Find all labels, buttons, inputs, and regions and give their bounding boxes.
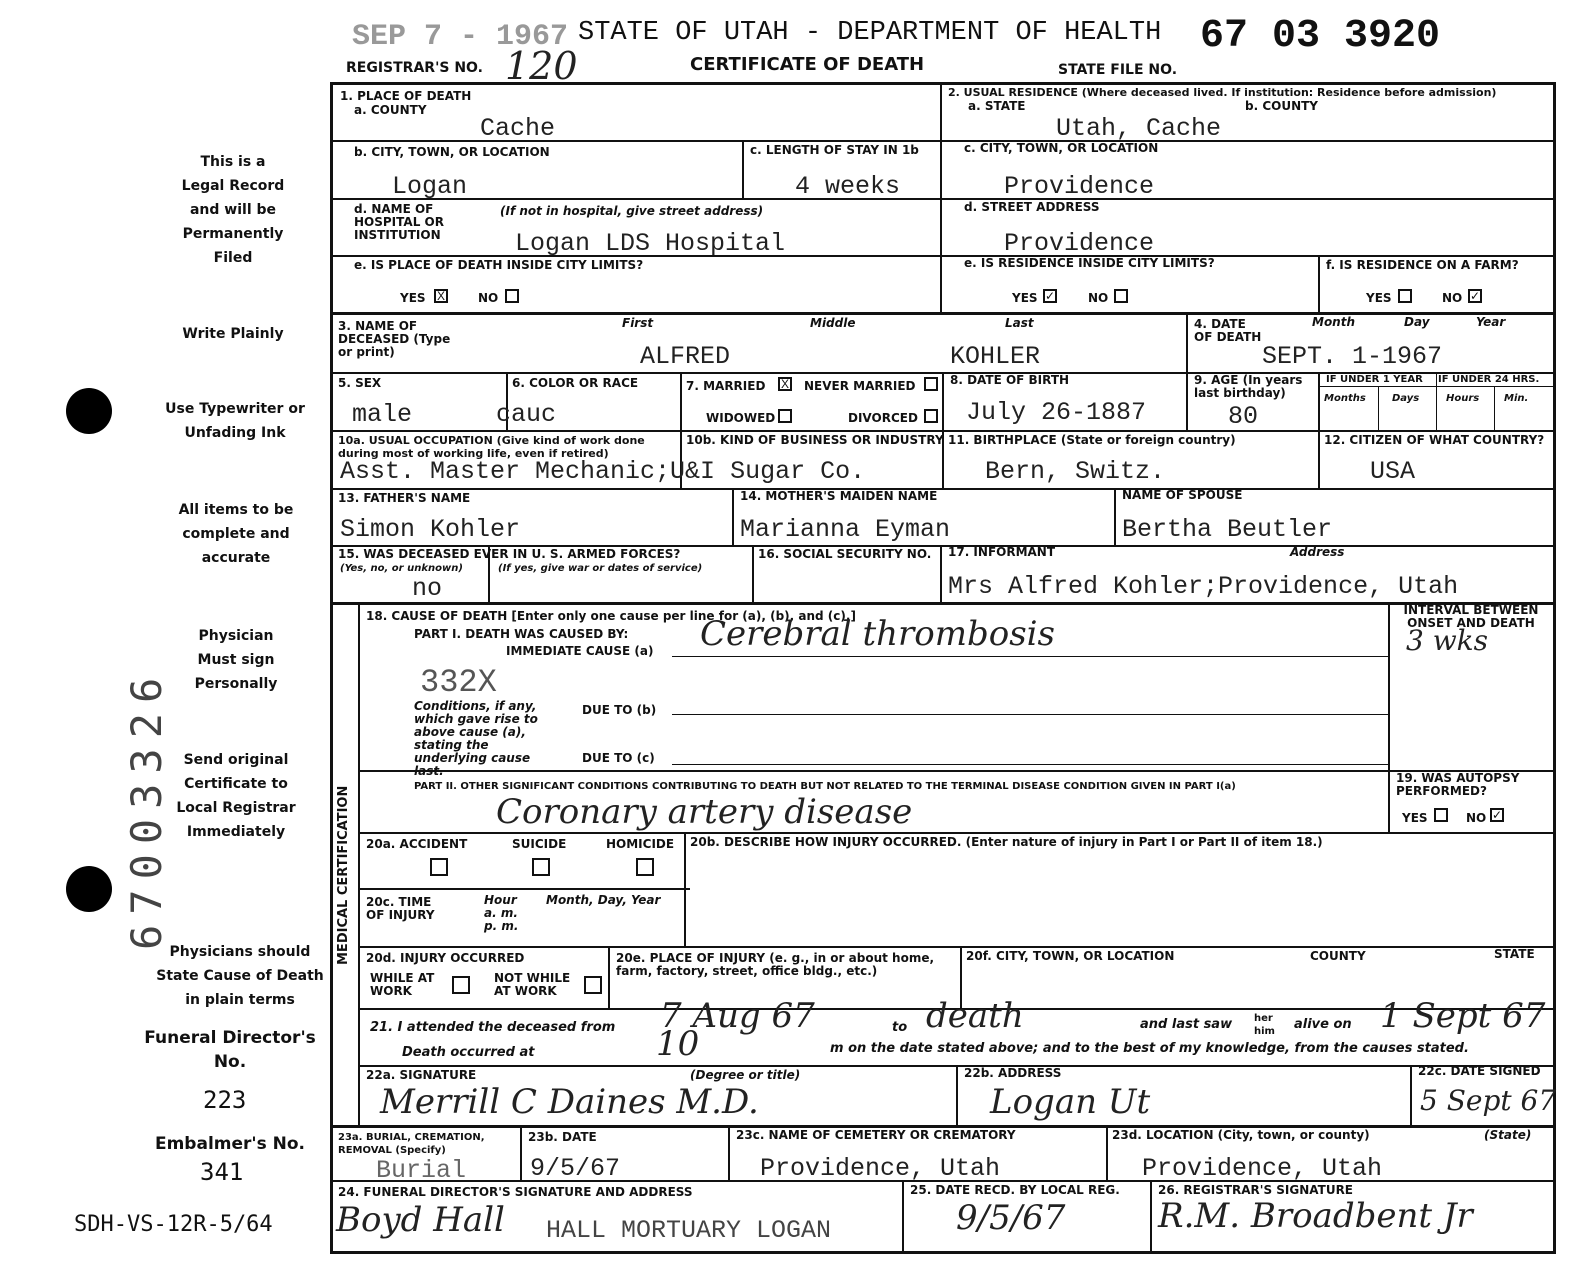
- never-married-label: NEVER MARRIED: [804, 379, 916, 393]
- accident-checkbox[interactable]: [430, 858, 448, 876]
- age-label: 9. AGE (In years last birthday): [1194, 373, 1303, 400]
- business-label: 10b. KIND OF BUSINESS OR INDUSTRY: [686, 433, 944, 447]
- date-received-label: 25. DATE RECD. BY LOCAL REG.: [910, 1183, 1120, 1197]
- farm-yes-label: YES: [1366, 291, 1392, 305]
- registrar-no-label: REGISTRAR'S NO.: [346, 60, 483, 76]
- burial-value: Burial: [376, 1156, 467, 1185]
- burial-location-value: Providence, Utah: [1142, 1154, 1383, 1183]
- res-limits-no-checkbox[interactable]: [1114, 289, 1128, 303]
- legal-record-note: This is a Legal Record and will be Permanently Filed: [181, 154, 285, 266]
- birth-date-value: July 26-1887: [966, 398, 1147, 427]
- write-plainly-note: Write Plainly: [182, 326, 284, 342]
- hospital-label: d. NAME OF HOSPITAL OR INSTITUTION: [354, 202, 444, 242]
- not-while-at-work-label: NOT WHILE AT WORK: [494, 971, 571, 998]
- burial-date-label: 23b. DATE: [528, 1130, 597, 1144]
- registrar-sig-label: 26. REGISTRAR'S SIGNATURE: [1158, 1183, 1353, 1197]
- birthplace-label: 11. BIRTHPLACE (State or foreign country): [948, 433, 1236, 447]
- informant-value: Mrs Alfred Kohler;Providence, Utah: [948, 572, 1459, 601]
- county-value: Cache: [480, 114, 556, 143]
- hospital-value: Logan LDS Hospital: [515, 229, 786, 258]
- mother-value: Marianna Eyman: [740, 515, 951, 544]
- while-at-work-checkbox[interactable]: [452, 976, 470, 994]
- registrar-signature: R.M. Broadbent Jr: [1158, 1196, 1473, 1236]
- res-limits-yes-checkbox[interactable]: ✓: [1045, 289, 1056, 303]
- burial-state-label: (State): [1484, 1128, 1532, 1142]
- widowed-label: WIDOWED: [706, 411, 776, 425]
- funeral-director-label: Funeral Director's No.: [144, 1028, 316, 1072]
- spouse-value: Bertha Beutler: [1122, 515, 1333, 544]
- funeral-director-signature: Boyd Hall: [336, 1200, 505, 1240]
- alive-on-label: alive on: [1294, 1017, 1352, 1032]
- first-label: First: [622, 316, 654, 330]
- accident-label: 20a. ACCIDENT: [366, 837, 468, 851]
- send-original-note: Send original Certificate to Local Registrar Immediately: [176, 752, 296, 840]
- first-name-value: ALFRED: [640, 342, 731, 371]
- date-stamp: SEP 7 - 1967: [352, 20, 569, 54]
- res-street-value: Providence: [1004, 229, 1155, 258]
- death-limits-no-checkbox[interactable]: [505, 289, 519, 303]
- embalmer-no: 341: [200, 1158, 244, 1186]
- attended-from-value: 7 Aug 67: [660, 996, 815, 1036]
- ssn-label: 16. SOCIAL SECURITY NO.: [758, 547, 932, 561]
- part2-label: PART II. OTHER SIGNIFICANT CONDITIONS CONTRIBUTING TO DEATH BUT NOT RELATED TO THE TERMINAL DISEASE CONDITION GIVEN IN PART I(a): [414, 781, 1236, 792]
- res-street-label: d. STREET ADDRESS: [964, 200, 1100, 214]
- length-of-stay-label: c. LENGTH OF STAY IN 1b: [750, 143, 919, 157]
- autopsy-yes-checkbox[interactable]: [1434, 808, 1448, 822]
- spouse-label: NAME OF SPOUSE: [1122, 488, 1243, 502]
- occupation-value: Asst. Master Mechanic;U&I Sugar Co.: [340, 457, 866, 486]
- last-label: Last: [1005, 316, 1034, 330]
- married-checkbox[interactable]: X: [778, 377, 792, 391]
- res-city-value: Providence: [1004, 172, 1155, 201]
- attended-label: 21. I attended the deceased from: [370, 1020, 616, 1035]
- under-24-hrs-label: IF UNDER 24 HRS.: [1438, 374, 1540, 385]
- homicide-checkbox[interactable]: [636, 858, 654, 876]
- place-of-injury-label: 20e. PLACE OF INJURY (e. g., in or about home, farm, factory, street, office bldg., etc.): [616, 951, 935, 978]
- conditions-label: Conditions, if any, which gave rise to above cause (a), stating the underlying cause: [414, 699, 538, 765]
- punch-hole-top: [66, 388, 112, 434]
- res-state-county-value: Utah, Cache: [1056, 114, 1222, 143]
- days-label: Days: [1392, 393, 1420, 404]
- occupation-label: 10a. USUAL OCCUPATION (Give kind of work done during most of working life, even if retired): [338, 434, 645, 460]
- date-stated-label: m on the date stated above; and to the best of my knowledge, from the causes stated.: [830, 1041, 1469, 1056]
- immediate-cause-value: Cerebral thrombosis: [700, 614, 1056, 654]
- last-name-value: KOHLER: [950, 342, 1041, 371]
- immediate-cause-label: IMMEDIATE CAUSE (a): [506, 644, 654, 658]
- death-occurred-value: 10: [656, 1024, 700, 1064]
- injury-occurred-label: 20d. INJURY OCCURRED: [366, 951, 525, 965]
- months-label: Months: [1324, 393, 1366, 404]
- birth-date-label: 8. DATE OF BIRTH: [950, 373, 1070, 387]
- sex-value: male: [352, 400, 413, 429]
- res-inside-limits-label: e. IS RESIDENCE INSIDE CITY LIMITS?: [964, 256, 1215, 270]
- attended-to-value: death: [926, 996, 1024, 1036]
- part2-value: Coronary artery disease: [496, 792, 913, 832]
- autopsy-no-label: NO: [1466, 811, 1487, 825]
- father-value: Simon Kohler: [340, 515, 521, 544]
- injury-county-label: COUNTY: [1310, 949, 1366, 963]
- race-value: cauc: [496, 400, 557, 429]
- farm-yes-checkbox[interactable]: [1398, 289, 1412, 303]
- informant-address-label: Address: [1290, 545, 1345, 559]
- homicide-label: HOMICIDE: [606, 837, 675, 851]
- physician-sign-note: Physician Must sign Personally: [194, 628, 278, 692]
- registrar-no-value: 120: [505, 44, 578, 88]
- due-to-c-label: DUE TO (c): [582, 751, 655, 765]
- death-limits-yes-label: YES: [400, 291, 426, 305]
- signature-label: 22a. SIGNATURE: [366, 1068, 477, 1082]
- month-label: Month: [1312, 315, 1356, 329]
- divorced-checkbox[interactable]: [924, 409, 938, 423]
- state-file-label: STATE FILE NO.: [1058, 62, 1178, 78]
- citizen-label: 12. CITIZEN OF WHAT COUNTRY?: [1324, 433, 1545, 447]
- cause-of-death-label: 18. CAUSE OF DEATH [Enter only one cause per line for (a), (b), and (c).]: [366, 609, 856, 623]
- date-signed-label: 22c. DATE SIGNED: [1418, 1064, 1541, 1078]
- time-of-injury-label: 20c. TIME OF INJURY: [366, 895, 435, 922]
- last-saw-label: and last saw: [1140, 1017, 1233, 1032]
- day-label: Day: [1404, 315, 1430, 329]
- armed-forces-label: 15. WAS DECEASED EVER IN U. S. ARMED FORCES?: [338, 547, 681, 561]
- burial-date-value: 9/5/67: [530, 1154, 621, 1183]
- year-label: Year: [1476, 315, 1506, 329]
- autopsy-label: 19. WAS AUTOPSY PERFORMED?: [1396, 771, 1520, 798]
- city-value: Logan: [392, 172, 468, 201]
- medical-certification-label: MEDICAL CERTIFICATION: [336, 785, 351, 965]
- farm-no-checkbox[interactable]: ✓: [1470, 289, 1481, 303]
- autopsy-no-checkbox[interactable]: ✓: [1492, 808, 1503, 822]
- place-of-death-label: 1. PLACE OF DEATH: [340, 89, 472, 103]
- alive-on-value: 1 Sept 67: [1380, 996, 1546, 1036]
- physician-address: Logan Ut: [990, 1082, 1151, 1122]
- farm-no-label: NO: [1442, 291, 1463, 305]
- degree-label: (Degree or title): [690, 1068, 801, 1082]
- vertical-file-number: 67003326: [122, 667, 171, 950]
- injury-description-label: 20b. DESCRIBE HOW INJURY OCCURRED. (Enter nature of injury in Part I or Part II of item 18.): [690, 835, 1323, 849]
- deceased-name-label: 3. NAME OF DECEASED (Type or print): [338, 319, 451, 359]
- armed-forces-value: no: [412, 574, 443, 603]
- married-label: 7. MARRIED: [686, 379, 766, 393]
- document-title: STATE OF UTAH - DEPARTMENT OF HEALTH: [578, 18, 1162, 48]
- state-file-number: 67 03 3920: [1200, 14, 1441, 59]
- res-state-label: a. STATE: [968, 99, 1026, 113]
- hour-label: Hour a. m. p. m.: [484, 893, 519, 933]
- cemetery-value: Providence, Utah: [760, 1154, 1001, 1183]
- interval-label: INTERVAL BETWEEN ONSET AND DEATH: [1403, 603, 1539, 630]
- not-while-at-work-checkbox[interactable]: [584, 976, 602, 994]
- city-label: b. CITY, TOWN, OR LOCATION: [354, 145, 550, 159]
- res-limits-no-label: NO: [1088, 291, 1109, 305]
- cemetery-label: 23c. NAME OF CEMETERY OR CREMATORY: [736, 1128, 1016, 1142]
- funeral-director-sig-label: 24. FUNERAL DIRECTOR'S SIGNATURE AND ADDRESS: [338, 1185, 693, 1199]
- funeral-director-no: 223: [203, 1086, 247, 1114]
- physician-signature: Merrill C Daines M.D.: [380, 1082, 759, 1122]
- injury-state-label: STATE: [1494, 947, 1535, 961]
- under-1-year-label: IF UNDER 1 YEAR: [1326, 374, 1423, 385]
- address-22b-label: 22b. ADDRESS: [964, 1066, 1062, 1080]
- while-at-work-label: WHILE AT WORK: [370, 971, 435, 998]
- certificate-title: CERTIFICATE OF DEATH: [690, 54, 925, 75]
- date-signed-value: 5 Sept 67: [1420, 1084, 1557, 1117]
- res-county-label: b. COUNTY: [1245, 99, 1318, 113]
- autopsy-yes-label: YES: [1402, 811, 1428, 825]
- items-complete-note: All items to be complete and accurate: [178, 502, 294, 566]
- death-limits-no-label: NO: [478, 291, 499, 305]
- birthplace-value: Bern, Switz.: [985, 457, 1166, 486]
- race-label: 6. COLOR OR RACE: [512, 376, 639, 390]
- never-married-checkbox[interactable]: [924, 377, 938, 391]
- widowed-checkbox[interactable]: [778, 409, 792, 423]
- farm-label: f. IS RESIDENCE ON A FARM?: [1326, 258, 1519, 272]
- punch-hole-bottom: [66, 866, 112, 912]
- form-number: SDH-VS-12R-5/64: [74, 1212, 273, 1237]
- date-received-value: 9/5/67: [956, 1198, 1066, 1238]
- age-value: 80: [1228, 402, 1259, 431]
- to-label: to: [892, 1020, 908, 1035]
- divorced-label: DIVORCED: [848, 411, 918, 425]
- embalmer-label: Embalmer's No.: [154, 1134, 306, 1154]
- inside-city-limits-label: e. IS PLACE OF DEATH INSIDE CITY LIMITS?: [354, 258, 644, 272]
- month-day-year-label: Month, Day, Year: [546, 893, 661, 907]
- hospital-note: (If not in hospital, give street address): [500, 204, 764, 218]
- armed-forces-note: (Yes, no, or unknown): [340, 563, 463, 574]
- her-him-label: her him: [1254, 1013, 1275, 1037]
- armed-forces-note2: (If yes, give war or dates of service): [498, 563, 703, 574]
- length-of-stay-value: 4 weeks: [795, 172, 901, 201]
- date-of-death-label: 4. DATE OF DEATH: [1194, 317, 1262, 344]
- county-label: a. COUNTY: [354, 103, 427, 117]
- code-value: 332X: [420, 664, 497, 701]
- res-city-label: c. CITY, TOWN, OR LOCATION: [964, 141, 1159, 155]
- funeral-director-address: HALL MORTUARY LOGAN: [546, 1216, 832, 1245]
- citizen-value: USA: [1370, 457, 1416, 486]
- typewriter-note: Use Typewriter or Unfading Ink: [165, 401, 305, 441]
- death-limits-yes-checkbox[interactable]: X: [434, 289, 448, 303]
- suicide-label: SUICIDE: [512, 837, 567, 851]
- mother-label: 14. MOTHER'S MAIDEN NAME: [740, 489, 938, 503]
- injury-city-label: 20f. CITY, TOWN, OR LOCATION: [966, 949, 1175, 963]
- sex-label: 5. SEX: [338, 376, 382, 390]
- usual-residence-label: 2. USUAL RESIDENCE (Where deceased lived. If institution: Residence before admission): [948, 86, 1497, 99]
- date-of-death-value: SEPT. 1-1967: [1262, 342, 1443, 371]
- informant-label: 17. INFORMANT: [948, 545, 1056, 559]
- father-label: 13. FATHER'S NAME: [338, 491, 471, 505]
- burial-location-label: 23d. LOCATION (City, town, or county): [1112, 1128, 1370, 1142]
- suicide-checkbox[interactable]: [532, 858, 550, 876]
- part1-label: PART I. DEATH WAS CAUSED BY:: [414, 627, 629, 641]
- due-to-b-label: DUE TO (b): [582, 703, 657, 717]
- middle-label: Middle: [810, 316, 856, 330]
- min-label: Min.: [1504, 393, 1529, 404]
- hours-label: Hours: [1446, 393, 1480, 404]
- res-limits-yes-label: YES: [1012, 291, 1038, 305]
- burial-label: 23a. BURIAL, CREMATION, REMOVAL (Specify): [338, 1132, 485, 1156]
- cause-plain-note: Physicians should State Cause of Death in plain terms: [156, 944, 324, 1008]
- death-occurred-label: Death occurred at: [402, 1045, 535, 1060]
- interval-value: 3 wks: [1406, 624, 1489, 657]
